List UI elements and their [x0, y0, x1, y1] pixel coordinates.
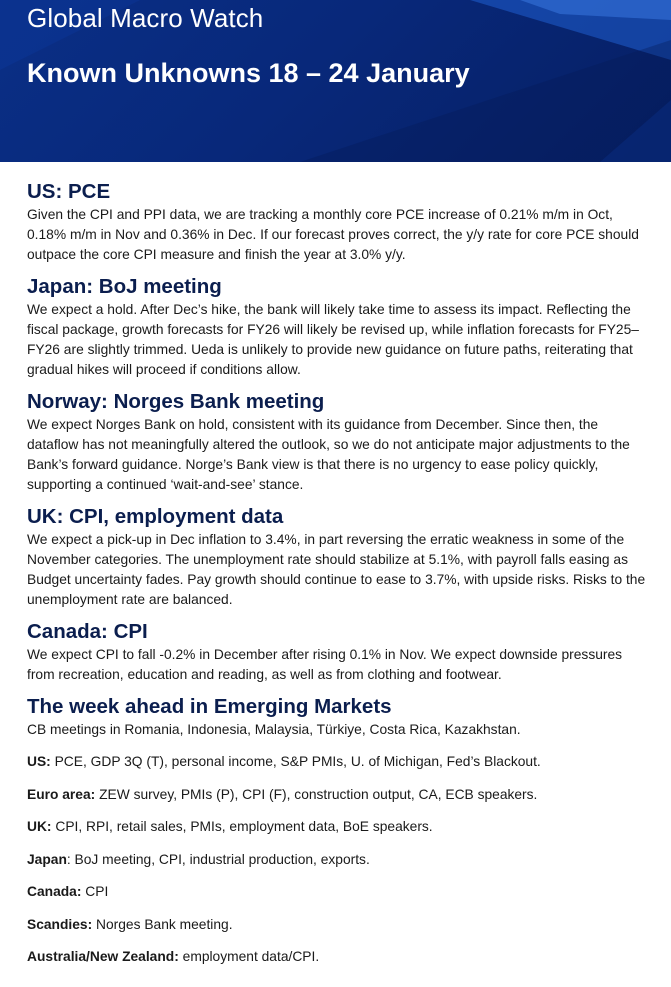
calendar-item-japan: [27, 850, 652, 883]
section-heading: US: PCE: [27, 180, 111, 203]
page-title: Known Unknowns 18 – 24 January: [27, 58, 470, 88]
calendar-region: Euro area:: [27, 786, 96, 802]
calendar-item-scandies: [27, 915, 652, 948]
calendar-events: ZEW survey, PMIs (P), CPI (F), construction output, CA, ECB speakers.: [99, 786, 538, 802]
calendar-item-canada: [27, 882, 652, 915]
section-canada-cpi: [27, 619, 652, 685]
main-content: [27, 179, 652, 980]
section-body: We expect a hold. After Dec’s hike, the bank will likely take time to assess its impact. Reflecting the fiscal package, growth forecasts for FY26 will likely be revised up, while inflation forecasts for FY25–FY26 are slightly trimmed. Ueda is unlikely to provide new guidance on future paths, reiterating that gradual hikes will proceed if conditions allow.: [27, 302, 639, 377]
section-body: We expect CPI to fall -0.2% in December after rising 0.1% in Nov. We expect downside pressures from recreation, education and reading, as well as from clothing and footwear.: [27, 647, 623, 682]
calendar-events: CPI: [85, 884, 109, 899]
calendar-item-euro-area: [27, 785, 652, 818]
calendar-item-australia-new-zealand: [27, 947, 652, 980]
emerging-markets-heading: The week ahead in Emerging Markets: [27, 695, 392, 718]
calendar-events: PCE, GDP 3Q (T), personal income, S&P PMIs, U. of Michigan, Fed’s Blackout.: [54, 754, 541, 769]
section-body: We expect Norges Bank on hold, consistent with its guidance from December. Since then, the dataflow has not meaningfully altered the outlook, so we do not anticipate major adjustments to the Bank’s forward guidance. Norge’s Bank view is that there is no urgency to ease policy quickly, supporting a continued ‘wait-and-see’ stance.: [27, 417, 630, 492]
calendar-region: UK:: [27, 819, 52, 834]
calendar-region: Japan: [27, 851, 67, 867]
calendar-region: Canada:: [27, 884, 82, 899]
calendar-region: Scandies:: [27, 916, 93, 932]
calendar-events: : BoJ meeting, CPI, industrial production, exports.: [66, 851, 370, 867]
calendar-item-uk: [27, 817, 652, 850]
section-body: Given the CPI and PPI data, we are tracking a monthly core PCE increase of 0.21% m/m in Oct, 0.18% m/m in Nov and 0.36% in Dec. If our forecast proves correct, the y/y rate for core PCE should outpace the core CPI measure and finish the year at 3.0% y/y.: [27, 207, 639, 262]
section-heading: UK: CPI, employment data: [27, 505, 284, 528]
header-banner: [0, 0, 671, 162]
section-norway-norges-bank: [27, 389, 652, 495]
calendar-region: US:: [27, 754, 51, 769]
calendar-events: employment data/CPI.: [182, 949, 320, 964]
section-heading: Norway: Norges Bank meeting: [27, 390, 325, 413]
calendar-events: CPI, RPI, retail sales, PMIs, employment data, BoE speakers.: [55, 819, 433, 834]
section-japan-boj: [27, 274, 652, 380]
calendar-item-us: [27, 752, 652, 785]
section-heading: Japan: BoJ meeting: [27, 275, 222, 298]
calendar-list: [27, 752, 652, 980]
section-body: We expect a pick-up in Dec inflation to 3.4%, in part reversing the erratic weakness in some of the November categories. The unemployment rate should stabilize at 5.1%, with payroll falls easing as Budget uncertainty fades. Pay growth should continue to ease to 3.7%, with upside risks. Risks to the unemployment rate are balanced.: [27, 532, 646, 607]
calendar-region: Australia/New Zealand:: [27, 949, 179, 964]
section-us-pce: [27, 179, 652, 265]
emerging-markets-intro: CB meetings in Romania, Indonesia, Malaysia, Türkiye, Costa Rica, Kazakhstan.: [27, 722, 521, 737]
section-uk-cpi: [27, 504, 652, 610]
publication-series: Global Macro Watch: [27, 3, 264, 33]
calendar-events: Norges Bank meeting.: [96, 916, 233, 932]
section-heading: Canada: CPI: [27, 620, 148, 643]
